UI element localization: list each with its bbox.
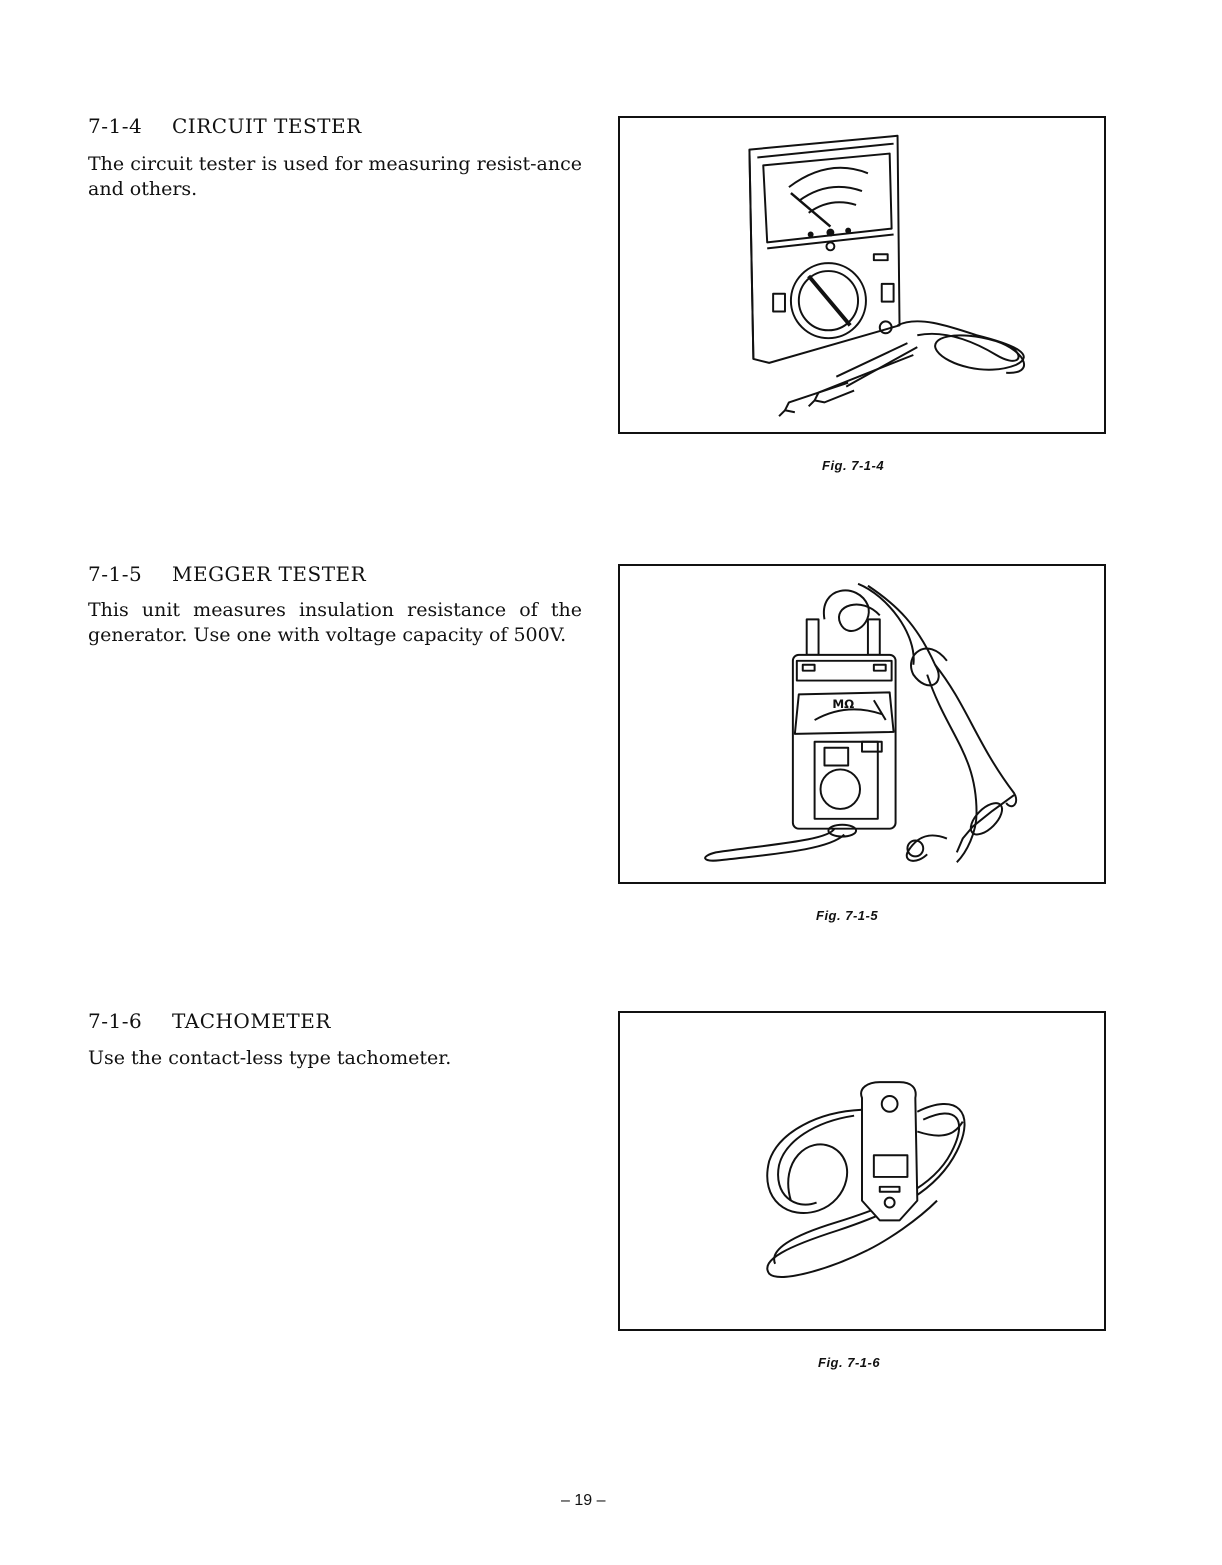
section-number: 7-1-4 [88,114,143,138]
figure-tachometer [618,1011,1106,1331]
section-heading-megger-tester [88,562,366,586]
figure-caption: Fig. 7-1-4 [822,458,885,473]
section-heading-tachometer [88,1009,331,1033]
circuit-tester-illustration-icon [620,118,1104,432]
page-number: – 19 – [561,1492,606,1509]
section-title: MEGGER TESTER [172,562,367,586]
section-text-megger-tester: This unit measures insulation resistance of the generator. Use one with voltage capacity of 500V. [88,599,582,646]
section-title: TACHOMETER [172,1009,331,1033]
section-heading-circuit-tester [88,114,362,138]
section-title: CIRCUIT TESTER [172,114,362,138]
tachometer-illustration-icon [620,1013,1104,1329]
figure-circuit-tester [618,116,1106,434]
section-number: 7-1-5 [88,562,143,586]
section-text-circuit-tester: The circuit tester is used for measuring resist-ance and others. [88,153,582,200]
section-number: 7-1-6 [88,1009,143,1033]
section-text-tachometer: Use the contact-less type tachometer. [88,1047,452,1069]
figure-caption: Fig. 7-1-6 [818,1355,881,1370]
figure-caption: Fig. 7-1-5 [816,908,879,923]
meter-label: MΩ [832,697,855,712]
figure-megger-tester [618,564,1106,884]
megger-tester-illustration-icon [620,566,1104,882]
